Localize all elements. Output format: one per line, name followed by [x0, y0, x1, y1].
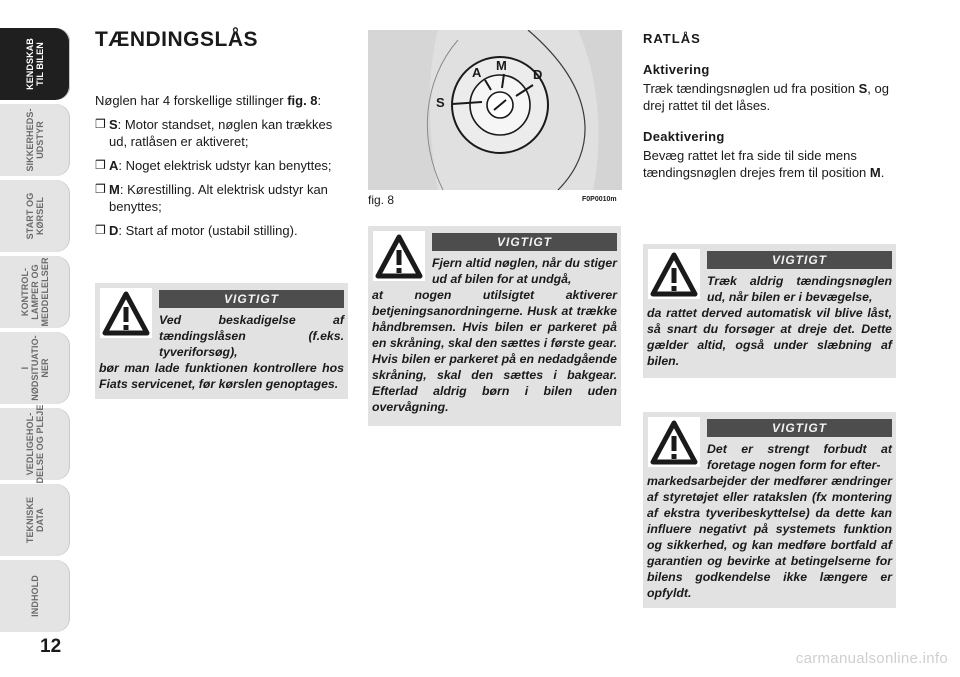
list-item: ❒ S: Motor standset, nøglen kan trækkes ud, ratlåsen er aktiveret;	[95, 117, 333, 149]
ignition-positions-section	[95, 92, 351, 246]
tab-vedligeholdelse[interactable]	[0, 404, 70, 484]
steering-lock-section	[643, 30, 899, 195]
page-number: 12	[40, 636, 62, 657]
warning-label: VIGTIGT	[707, 419, 892, 437]
figure-caption: fig. 8	[368, 193, 395, 207]
warning-box	[368, 226, 621, 426]
warning-text: Ved beskadigelse af tændingslåsen (f.eks. tyveriforsøg), bør man lade funktionen kontrollere hos Fiats servicenet, før kørslen genoptages.	[99, 313, 344, 391]
checkbox-icon: ❒	[95, 182, 106, 196]
position-label-m: M	[496, 58, 507, 73]
list-item: ❒ D: Start af motor (ustabil stilling).	[95, 223, 298, 238]
warning-box	[643, 244, 896, 378]
list-item: ❒ A: Noget elektrisk udstyr kan benyttes;	[95, 158, 332, 173]
warning-text: Fjern altid nøglen, når du stiger ud af bilen for at undgå, at nogen utilsigtet aktiverer betjeningsanordningerne. Husk at trække håndbremsen. Hvis bilen er parkeret på en skråning, skal den sættes i første gear. Hvis bilen er parkeret på en nedadgående skråning, skal den sættes i bakgear. Efterlad aldrig børn i bilen uden overvågning.	[372, 256, 617, 414]
tab-kontrollamper[interactable]	[0, 256, 70, 328]
tab-label: KENDSKAB TIL BILEN	[25, 38, 45, 90]
ignition-lock-illustration	[368, 30, 622, 190]
page-title: TÆNDINGSLÅS	[95, 28, 258, 51]
warning-box	[643, 412, 896, 608]
subsection-heading: Deaktivering	[643, 129, 725, 144]
position-label-a: A	[472, 65, 482, 80]
checkbox-icon: ❒	[95, 117, 106, 131]
tab-sikkerhedsudstyr[interactable]	[0, 104, 70, 176]
list-item: ❒ M: Kørestilling. Alt elektrisk udstyr kan benyttes;	[95, 182, 328, 214]
warning-label: VIGTIGT	[432, 233, 617, 251]
warning-label: VIGTIGT	[707, 251, 892, 269]
intro-paragraph: Nøglen har 4 forskellige stillinger fig. 8:	[95, 93, 322, 108]
tab-label: SIKKERHEDS- UDSTYR	[25, 108, 45, 172]
tab-label: INDHOLD	[30, 575, 40, 617]
warning-text: Træk aldrig tændingsnøglen ud, når bilen er i bevægelse, da rattet derved automatisk vil blive låst, så snart du forsøger at dreje det. Dette gælder altid, også under slæbning af bilen.	[647, 274, 892, 368]
figure-reference[interactable]: fig. 8	[287, 93, 318, 108]
tab-indhold[interactable]	[0, 560, 70, 632]
section-heading: RATLÅS	[643, 31, 701, 46]
warning-box	[95, 283, 348, 399]
tab-label: I NØDSITUATIO- NER	[20, 335, 50, 401]
warning-label: VIGTIGT	[159, 290, 344, 308]
tab-tekniske-data[interactable]	[0, 484, 70, 556]
deactivation-paragraph: Bevæg rattet let fra side til side mens tændingsnøglen drejes frem til position M.	[643, 148, 885, 180]
position-label-s: S	[436, 95, 445, 110]
tab-start-og-korsel[interactable]	[0, 180, 70, 252]
tab-nodsituationer[interactable]	[0, 332, 70, 404]
figure-code: F0P0010m	[582, 196, 617, 203]
tab-kendskab-til-bilen[interactable]	[0, 28, 70, 100]
tab-label: TEKNISKE DATA	[25, 496, 45, 544]
position-label-d: D	[533, 67, 543, 82]
warning-text: Det er strengt forbudt at foretage nogen form for efter- markedsarbejder der medfører ændringer af styretøjet eller ratakslen (fx montering af ekstra tyveribeskyttelse) da dette kan influere negativt på systemets funktion og sikkerhed, og kan medføre bortfald af garantien og bevirke at betingelserne for bilens godkendelse ikke længere er opfyldt.	[647, 442, 892, 600]
watermark: carmanualsonline.info	[795, 650, 948, 667]
checkbox-icon: ❒	[95, 223, 106, 237]
tab-label: VEDLIGEHOL- DELSE OG PLEJE	[25, 404, 45, 484]
checkbox-icon: ❒	[95, 158, 106, 172]
subsection-heading: Aktivering	[643, 62, 710, 77]
activation-paragraph: Træk tændingsnøglen ud fra position S, og drej rattet til det låses.	[643, 81, 889, 113]
tab-label: START OG KØRSEL	[25, 192, 45, 240]
tab-label: KONTROL- LAMPER OG MEDDELELSER	[20, 257, 50, 327]
